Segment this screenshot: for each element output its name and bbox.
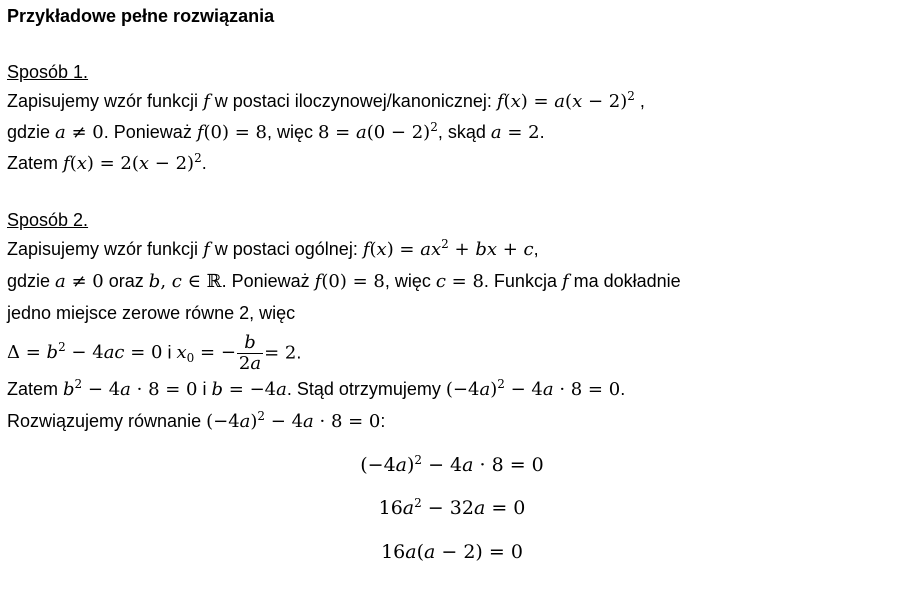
equation-step-2: $16a^2 - 32a = 0$	[378, 496, 526, 519]
method-1-line-2: gdzie a ≠ 0. Ponieważ f(0) = 8, więc $8 = a(0 - 2)^2$, skąd a = 2.	[7, 120, 545, 143]
method-1-heading: Sposób 1.	[7, 62, 89, 82]
equation-step-1: $(-4a)^2 - 4a \cdot 8 = 0$	[360, 453, 544, 476]
method-1-line-1: Zapisujemy wzór funkcji f w postaci iloczynowej/kanonicznej: $f(x) = a(x - 2)^2$ ,	[7, 89, 645, 112]
method-1-line-3: Zatem $f(x) = 2(x - 2)^2$.	[7, 151, 207, 174]
method-2-heading: Sposób 2.	[7, 210, 89, 230]
method-2-line-2: gdzie a ≠ 0 oraz b, c ∈ ℝ. Ponieważ f(0) = 8, więc c = 8. Funkcja f ma dokładnie	[7, 271, 681, 292]
method-2-line-4: $\Delta = b^2 - 4ac = 0$ i $x_0$ = − $\frac{b}{2a}$ = 2.	[7, 332, 302, 374]
method-2-line-6: Rozwiązujemy równanie $(-4a)^2 - 4a \cdot 8 = 0$:	[7, 409, 386, 432]
equation-step-3: 16a(a − 2) = 0	[381, 541, 523, 563]
math-general-form: $f(x) = ax^2$ + bx + c	[362, 237, 534, 260]
method-2-line-1: Zapisujemy wzór funkcji f w postaci ogólnej: $f(x) = ax^2$ + bx + c,	[7, 237, 539, 260]
page-title: Przykładowe pełne rozwiązania	[7, 6, 275, 26]
math-f: f	[203, 91, 210, 112]
method-2-line-3: jedno miejsce zerowe równe 2, więc	[7, 303, 296, 323]
math-canonical-form: $f(x) = a(x - 2)^2$	[496, 89, 635, 112]
fraction-b-over-2a: $\frac{b}{2a}$	[238, 332, 262, 374]
method-2-line-5: Zatem $b^2 - 4a \cdot 8 = 0$ i b = −4a. Stąd otrzymujemy $(-4a)^2 - 4a \cdot 8 = 0$.	[7, 377, 626, 400]
